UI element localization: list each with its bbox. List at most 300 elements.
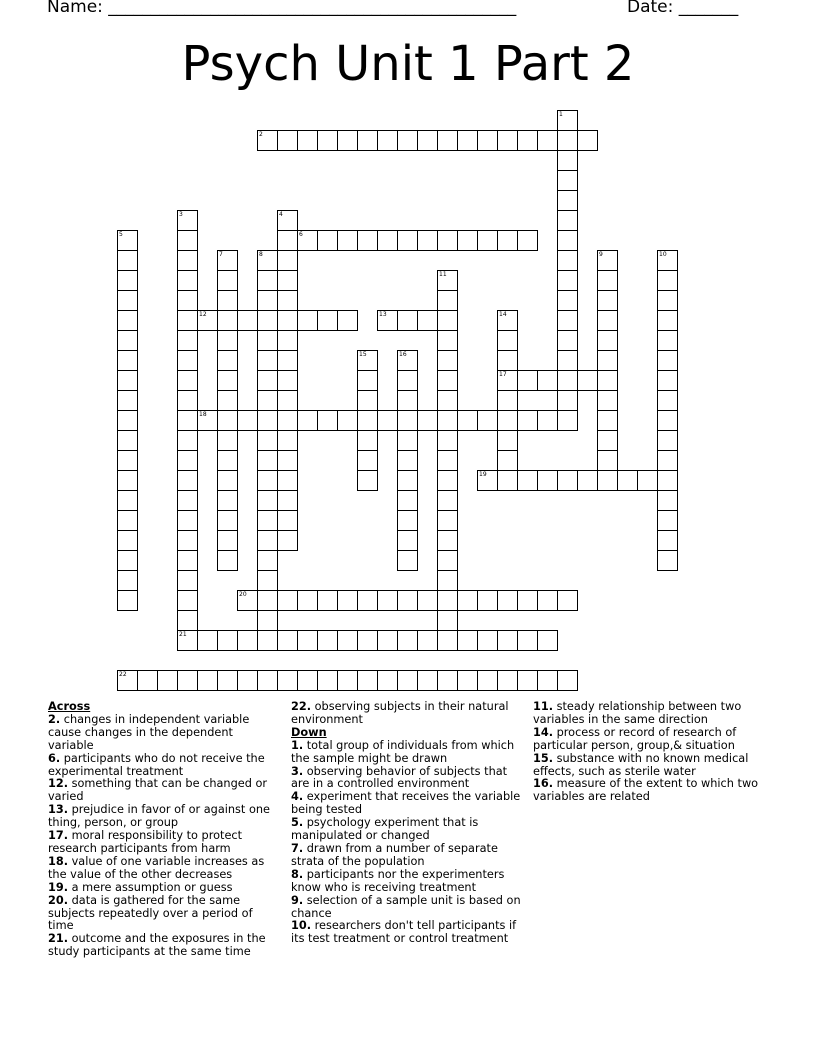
grid-cell[interactable] — [217, 490, 238, 511]
grid-cell[interactable] — [137, 670, 158, 691]
grid-cell[interactable] — [277, 630, 298, 651]
grid-cell[interactable] — [657, 550, 678, 571]
grid-cell[interactable] — [277, 410, 298, 431]
grid-cell[interactable] — [357, 230, 378, 251]
grid-cell[interactable] — [277, 270, 298, 291]
grid-cell[interactable] — [517, 590, 538, 611]
grid-cell[interactable] — [317, 230, 338, 251]
grid-cell[interactable] — [177, 290, 198, 311]
grid-cell[interactable] — [457, 130, 478, 151]
grid-cell[interactable] — [117, 590, 138, 611]
grid-cell[interactable] — [437, 430, 458, 451]
grid-cell[interactable] — [297, 590, 318, 611]
grid-cell[interactable] — [177, 270, 198, 291]
grid-cell[interactable] — [437, 310, 458, 331]
grid-cell[interactable] — [257, 530, 278, 551]
grid-cell[interactable] — [417, 410, 438, 431]
grid-cell[interactable] — [117, 310, 138, 331]
grid-cell[interactable] — [177, 470, 198, 491]
grid-cell[interactable] — [437, 590, 458, 611]
grid-cell[interactable] — [117, 450, 138, 471]
grid-cell[interactable] — [157, 670, 178, 691]
grid-cell[interactable] — [497, 590, 518, 611]
grid-cell[interactable] — [117, 510, 138, 531]
grid-cell[interactable] — [597, 330, 618, 351]
grid-cell[interactable] — [117, 230, 138, 251]
grid-cell[interactable] — [117, 350, 138, 371]
grid-cell[interactable] — [557, 190, 578, 211]
grid-cell[interactable] — [177, 230, 198, 251]
grid-cell[interactable] — [317, 590, 338, 611]
grid-cell[interactable] — [437, 630, 458, 651]
grid-cell[interactable] — [217, 370, 238, 391]
grid-cell[interactable] — [397, 550, 418, 571]
grid-cell[interactable] — [337, 630, 358, 651]
grid-cell[interactable] — [437, 410, 458, 431]
grid-cell[interactable] — [597, 370, 618, 391]
grid-cell[interactable] — [497, 430, 518, 451]
grid-cell[interactable] — [437, 530, 458, 551]
grid-cell[interactable] — [217, 270, 238, 291]
grid-cell[interactable] — [557, 330, 578, 351]
grid-cell[interactable] — [437, 470, 458, 491]
grid-cell[interactable] — [177, 610, 198, 631]
grid-cell[interactable] — [597, 450, 618, 471]
grid-cell[interactable] — [277, 310, 298, 331]
grid-cell[interactable] — [357, 350, 378, 371]
grid-cell[interactable] — [177, 210, 198, 231]
grid-cell[interactable] — [437, 390, 458, 411]
grid-cell[interactable] — [377, 230, 398, 251]
grid-cell[interactable] — [397, 410, 418, 431]
grid-cell[interactable] — [457, 590, 478, 611]
grid-cell[interactable] — [597, 470, 618, 491]
grid-cell[interactable] — [317, 630, 338, 651]
grid-cell[interactable] — [437, 670, 458, 691]
grid-cell[interactable] — [257, 570, 278, 591]
grid-cell[interactable] — [217, 330, 238, 351]
grid-cell[interactable] — [297, 230, 318, 251]
grid-cell[interactable] — [377, 130, 398, 151]
grid-cell[interactable] — [257, 590, 278, 611]
grid-cell[interactable] — [277, 450, 298, 471]
grid-cell[interactable] — [217, 670, 238, 691]
grid-cell[interactable] — [237, 670, 258, 691]
grid-cell[interactable] — [517, 630, 538, 651]
grid-cell[interactable] — [597, 350, 618, 371]
grid-cell[interactable] — [257, 330, 278, 351]
grid-cell[interactable] — [277, 330, 298, 351]
grid-cell[interactable] — [257, 550, 278, 571]
grid-cell[interactable] — [277, 430, 298, 451]
grid-cell[interactable] — [357, 590, 378, 611]
grid-cell[interactable] — [417, 130, 438, 151]
grid-cell[interactable] — [117, 430, 138, 451]
grid-cell[interactable] — [217, 430, 238, 451]
grid-cell[interactable] — [597, 410, 618, 431]
grid-cell[interactable] — [257, 130, 278, 151]
grid-cell[interactable] — [417, 230, 438, 251]
grid-cell[interactable] — [237, 410, 258, 431]
grid-cell[interactable] — [177, 450, 198, 471]
grid-cell[interactable] — [177, 330, 198, 351]
grid-cell[interactable] — [117, 570, 138, 591]
grid-cell[interactable] — [657, 270, 678, 291]
grid-cell[interactable] — [437, 130, 458, 151]
grid-cell[interactable] — [637, 470, 658, 491]
grid-cell[interactable] — [177, 490, 198, 511]
grid-cell[interactable] — [217, 290, 238, 311]
grid-cell[interactable] — [477, 670, 498, 691]
grid-cell[interactable] — [217, 530, 238, 551]
grid-cell[interactable] — [557, 350, 578, 371]
grid-cell[interactable] — [257, 470, 278, 491]
grid-cell[interactable] — [497, 410, 518, 431]
grid-cell[interactable] — [177, 590, 198, 611]
grid-cell[interactable] — [437, 570, 458, 591]
grid-cell[interactable] — [537, 670, 558, 691]
grid-cell[interactable] — [397, 370, 418, 391]
grid-cell[interactable] — [277, 390, 298, 411]
grid-cell[interactable] — [177, 350, 198, 371]
grid-cell[interactable] — [537, 130, 558, 151]
grid-cell[interactable] — [657, 470, 678, 491]
grid-cell[interactable] — [417, 670, 438, 691]
grid-cell[interactable] — [237, 630, 258, 651]
grid-cell[interactable] — [177, 570, 198, 591]
grid-cell[interactable] — [397, 590, 418, 611]
grid-cell[interactable] — [597, 430, 618, 451]
grid-cell[interactable] — [197, 630, 218, 651]
grid-cell[interactable] — [177, 510, 198, 531]
grid-cell[interactable] — [277, 470, 298, 491]
grid-cell[interactable] — [277, 250, 298, 271]
grid-cell[interactable] — [317, 130, 338, 151]
grid-cell[interactable] — [417, 590, 438, 611]
grid-cell[interactable] — [477, 590, 498, 611]
grid-cell[interactable] — [557, 390, 578, 411]
grid-cell[interactable] — [237, 590, 258, 611]
grid-cell[interactable] — [357, 450, 378, 471]
grid-cell[interactable] — [457, 630, 478, 651]
grid-cell[interactable] — [317, 670, 338, 691]
grid-cell[interactable] — [397, 470, 418, 491]
grid-cell[interactable] — [277, 230, 298, 251]
grid-cell[interactable] — [457, 670, 478, 691]
grid-cell[interactable] — [497, 230, 518, 251]
grid-cell[interactable] — [177, 550, 198, 571]
grid-cell[interactable] — [477, 230, 498, 251]
grid-cell[interactable] — [537, 590, 558, 611]
grid-cell[interactable] — [257, 670, 278, 691]
grid-cell[interactable] — [477, 630, 498, 651]
grid-cell[interactable] — [657, 370, 678, 391]
grid-cell[interactable] — [537, 470, 558, 491]
grid-cell[interactable] — [437, 270, 458, 291]
grid-cell[interactable] — [657, 350, 678, 371]
grid-cell[interactable] — [317, 310, 338, 331]
grid-cell[interactable] — [297, 310, 318, 331]
grid-cell[interactable] — [217, 250, 238, 271]
grid-cell[interactable] — [297, 410, 318, 431]
clue-number: 6 — [299, 231, 303, 238]
grid-cell[interactable] — [577, 130, 598, 151]
grid-cell[interactable] — [357, 670, 378, 691]
grid-cell[interactable] — [257, 610, 278, 631]
grid-cell[interactable] — [617, 470, 638, 491]
grid-cell[interactable] — [337, 130, 358, 151]
grid-cell[interactable] — [257, 450, 278, 471]
grid-cell[interactable] — [437, 550, 458, 571]
grid-cell[interactable] — [237, 310, 258, 331]
grid-cell[interactable] — [437, 330, 458, 351]
grid-cell[interactable] — [277, 130, 298, 151]
grid-cell[interactable] — [557, 270, 578, 291]
grid-cell[interactable] — [657, 410, 678, 431]
grid-cell[interactable] — [337, 670, 358, 691]
grid-cell[interactable] — [117, 410, 138, 431]
grid-cell[interactable] — [437, 230, 458, 251]
grid-cell[interactable] — [597, 390, 618, 411]
grid-cell[interactable] — [117, 550, 138, 571]
grid-cell[interactable] — [117, 670, 138, 691]
grid-cell[interactable] — [437, 510, 458, 531]
grid-cell[interactable] — [277, 210, 298, 231]
grid-cell[interactable] — [577, 370, 598, 391]
grid-cell[interactable] — [257, 270, 278, 291]
grid-cell[interactable] — [217, 510, 238, 531]
grid-cell[interactable] — [177, 530, 198, 551]
grid-cell[interactable] — [557, 130, 578, 151]
grid-cell[interactable] — [497, 470, 518, 491]
grid-cell[interactable] — [257, 350, 278, 371]
grid-cell[interactable] — [297, 630, 318, 651]
grid-cell[interactable] — [537, 630, 558, 651]
grid-cell[interactable] — [397, 430, 418, 451]
grid-cell[interactable] — [377, 670, 398, 691]
grid-cell[interactable] — [657, 290, 678, 311]
grid-cell[interactable] — [217, 630, 238, 651]
grid-cell[interactable] — [377, 410, 398, 431]
grid-cell[interactable] — [517, 230, 538, 251]
grid-cell[interactable] — [657, 250, 678, 271]
down-clue: 3. observing behavior of subjects that are in a controlled environment — [291, 764, 508, 791]
grid-cell[interactable] — [497, 350, 518, 371]
grid-cell[interactable] — [177, 410, 198, 431]
grid-cell[interactable] — [177, 250, 198, 271]
grid-cell[interactable] — [197, 670, 218, 691]
grid-cell[interactable] — [117, 290, 138, 311]
grid-cell[interactable] — [357, 130, 378, 151]
grid-cell[interactable] — [257, 430, 278, 451]
grid-cell[interactable] — [657, 510, 678, 531]
grid-cell[interactable] — [597, 270, 618, 291]
grid-cell[interactable] — [357, 630, 378, 651]
grid-cell[interactable] — [517, 470, 538, 491]
grid-cell[interactable] — [217, 350, 238, 371]
grid-cell[interactable] — [257, 510, 278, 531]
grid-cell[interactable] — [557, 310, 578, 331]
grid-cell[interactable] — [357, 410, 378, 431]
grid-cell[interactable] — [477, 130, 498, 151]
grid-cell[interactable] — [597, 290, 618, 311]
grid-cell[interactable] — [257, 290, 278, 311]
grid-cell[interactable] — [277, 510, 298, 531]
grid-cell[interactable] — [537, 410, 558, 431]
grid-cell[interactable] — [217, 470, 238, 491]
grid-cell[interactable] — [177, 390, 198, 411]
grid-cell[interactable] — [597, 310, 618, 331]
grid-cell[interactable] — [437, 610, 458, 631]
grid-cell[interactable] — [117, 270, 138, 291]
grid-cell[interactable] — [457, 410, 478, 431]
grid-cell[interactable] — [217, 390, 238, 411]
grid-cell[interactable] — [357, 470, 378, 491]
grid-cell[interactable] — [657, 310, 678, 331]
grid-cell[interactable] — [197, 310, 218, 331]
grid-cell[interactable] — [397, 630, 418, 651]
grid-cell[interactable] — [257, 410, 278, 431]
grid-cell[interactable] — [657, 450, 678, 471]
grid-cell[interactable] — [217, 550, 238, 571]
grid-cell[interactable] — [557, 370, 578, 391]
grid-cell[interactable] — [117, 530, 138, 551]
grid-cell[interactable] — [477, 410, 498, 431]
grid-cell[interactable] — [557, 170, 578, 191]
grid-cell[interactable] — [337, 230, 358, 251]
grid-cell[interactable] — [217, 450, 238, 471]
grid-cell[interactable] — [557, 290, 578, 311]
grid-cell[interactable] — [117, 490, 138, 511]
grid-cell[interactable] — [437, 490, 458, 511]
grid-cell[interactable] — [417, 630, 438, 651]
grid-cell[interactable] — [117, 330, 138, 351]
grid-cell[interactable] — [497, 330, 518, 351]
grid-cell[interactable] — [517, 130, 538, 151]
grid-cell[interactable] — [397, 310, 418, 331]
grid-cell[interactable] — [497, 390, 518, 411]
grid-cell[interactable] — [297, 130, 318, 151]
grid-cell[interactable] — [337, 410, 358, 431]
grid-cell[interactable] — [357, 390, 378, 411]
grid-cell[interactable] — [277, 590, 298, 611]
grid-cell[interactable] — [557, 590, 578, 611]
grid-cell[interactable] — [257, 310, 278, 331]
grid-cell[interactable] — [657, 430, 678, 451]
grid-cell[interactable] — [657, 330, 678, 351]
grid-cell[interactable] — [177, 630, 198, 651]
grid-cell[interactable] — [517, 410, 538, 431]
grid-cell[interactable] — [657, 530, 678, 551]
grid-cell[interactable] — [257, 630, 278, 651]
grid-cell[interactable] — [437, 290, 458, 311]
grid-cell[interactable] — [257, 370, 278, 391]
grid-cell[interactable] — [177, 430, 198, 451]
grid-cell[interactable] — [437, 350, 458, 371]
grid-cell[interactable] — [597, 250, 618, 271]
grid-cell[interactable] — [397, 510, 418, 531]
grid-cell[interactable] — [177, 310, 198, 331]
grid-cell[interactable] — [437, 370, 458, 391]
grid-cell[interactable] — [517, 370, 538, 391]
grid-cell[interactable] — [497, 670, 518, 691]
grid-cell[interactable] — [257, 390, 278, 411]
grid-cell[interactable] — [277, 350, 298, 371]
grid-cell[interactable] — [217, 410, 238, 431]
grid-cell[interactable] — [257, 490, 278, 511]
grid-cell[interactable] — [357, 430, 378, 451]
grid-cell[interactable] — [557, 150, 578, 171]
grid-cell[interactable] — [397, 390, 418, 411]
grid-cell[interactable] — [277, 530, 298, 551]
grid-cell[interactable] — [557, 230, 578, 251]
grid-cell[interactable] — [477, 470, 498, 491]
grid-cell[interactable] — [497, 370, 518, 391]
grid-cell[interactable] — [417, 310, 438, 331]
grid-cell[interactable] — [397, 450, 418, 471]
grid-cell[interactable] — [117, 370, 138, 391]
grid-cell[interactable] — [557, 670, 578, 691]
grid-cell[interactable] — [277, 490, 298, 511]
grid-cell[interactable] — [437, 450, 458, 471]
grid-cell[interactable] — [377, 310, 398, 331]
grid-cell[interactable] — [557, 410, 578, 431]
grid-cell[interactable] — [397, 230, 418, 251]
grid-cell[interactable] — [257, 250, 278, 271]
grid-cell[interactable] — [117, 250, 138, 271]
grid-cell[interactable] — [497, 310, 518, 331]
grid-cell[interactable] — [357, 370, 378, 391]
grid-cell[interactable] — [397, 350, 418, 371]
grid-cell[interactable] — [337, 590, 358, 611]
grid-cell[interactable] — [217, 310, 238, 331]
grid-cell[interactable] — [377, 590, 398, 611]
grid-cell[interactable] — [177, 670, 198, 691]
grid-cell[interactable] — [317, 410, 338, 431]
grid-cell[interactable] — [337, 310, 358, 331]
grid-cell[interactable] — [277, 370, 298, 391]
across-clue: 21. outcome and the exposures in the study participants at the same time — [48, 932, 266, 959]
grid-cell[interactable] — [537, 370, 558, 391]
grid-cell[interactable] — [297, 670, 318, 691]
grid-cell[interactable] — [397, 130, 418, 151]
grid-cell[interactable] — [557, 470, 578, 491]
grid-cell[interactable] — [397, 670, 418, 691]
grid-cell[interactable] — [397, 530, 418, 551]
grid-cell[interactable] — [177, 370, 198, 391]
grid-cell[interactable] — [497, 450, 518, 471]
grid-cell[interactable] — [457, 230, 478, 251]
across-clue: 12. something that can be changed or varied — [48, 777, 268, 804]
grid-cell[interactable] — [117, 390, 138, 411]
grid-cell[interactable] — [657, 390, 678, 411]
grid-cell[interactable] — [577, 470, 598, 491]
grid-cell[interactable] — [197, 410, 218, 431]
grid-cell[interactable] — [497, 630, 518, 651]
clue-number: 11 — [439, 271, 447, 278]
grid-cell[interactable] — [497, 130, 518, 151]
grid-cell[interactable] — [277, 670, 298, 691]
grid-cell[interactable] — [517, 670, 538, 691]
grid-cell[interactable] — [277, 290, 298, 311]
grid-cell[interactable] — [557, 210, 578, 231]
grid-cell[interactable] — [657, 490, 678, 511]
grid-cell[interactable] — [397, 490, 418, 511]
grid-cell[interactable] — [557, 110, 578, 131]
grid-cell[interactable] — [377, 630, 398, 651]
grid-cell[interactable] — [557, 250, 578, 271]
grid-cell[interactable] — [117, 470, 138, 491]
